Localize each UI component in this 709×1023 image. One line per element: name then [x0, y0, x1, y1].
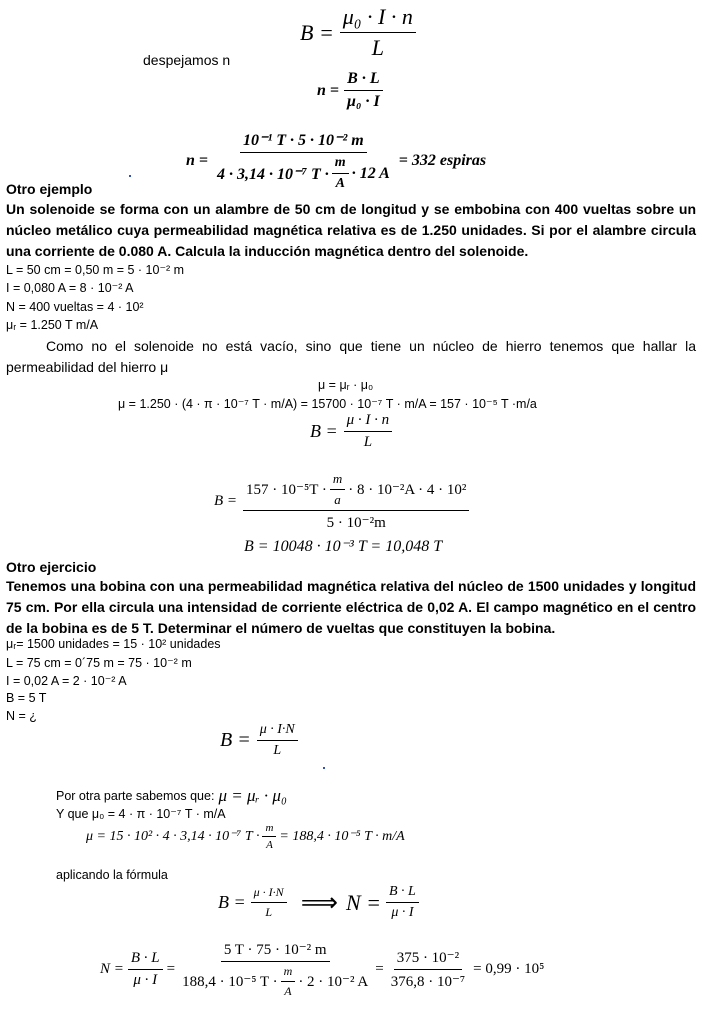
fraction: [344, 70, 383, 111]
fraction: [388, 948, 468, 991]
ex2-aplicando: aplicando la fórmula: [56, 868, 168, 882]
numerator: m: [262, 822, 276, 837]
fraction: [179, 940, 371, 999]
ex1-data-turns: N = 400 vueltas = 4 · 10²: [6, 300, 144, 314]
ex2-data-permeability: μᵣ= 1500 unidades = 15 · 10² unidades: [6, 637, 221, 651]
denominator: [214, 153, 393, 192]
ex1-eq-b-numeric: [214, 471, 469, 532]
mu-calc-part: μ = 15 · 10² · 4 · 3,14 · 10⁻⁷ T ·: [86, 829, 260, 844]
ex1-explanation: Como no el solenoide no está vacío, sino que tiene un núcleo de hierro tenemos que hallar la permeabilidad del hierro μ: [6, 338, 696, 375]
denominator: [179, 962, 371, 999]
fraction: [344, 412, 393, 451]
ex2-data-field: B = 5 T: [6, 691, 47, 705]
fraction: [386, 884, 419, 921]
denominator: μ · I: [391, 905, 414, 920]
denominator: A: [266, 839, 273, 851]
denominator: 5 · 10⁻²m: [326, 515, 386, 531]
unit-fraction: [332, 155, 349, 192]
numerator: 375 · 10⁻²: [394, 948, 462, 970]
fraction: [214, 130, 393, 192]
ex2-data-unknown: N = ¿: [6, 709, 37, 723]
denominator: L: [363, 434, 373, 450]
fraction: [257, 722, 298, 759]
denominator: L: [273, 743, 282, 758]
ex1-data-current: I = 0,080 A = 8 · 10⁻² A: [6, 281, 134, 295]
ex1-statement: Un solenoide se forma con un alambre de 50 cm de longitud y se embobina con 400 vueltas sobre un núcleo metálico cuya permeabilidad magnética relativa es de 1.250 unidades. Si por el alambre circula una corriente de 0.080 A. Calcula la inducción magnética dentro del solenoide.: [6, 201, 696, 259]
ex1-mu-calc: μ = 1.250 · (4 · π · 10⁻⁷ T · m/A) = 15700 · 10⁻⁷ T · m/A = 157 · 10⁻⁵ T ·m/a: [118, 397, 537, 411]
fraction: [128, 950, 163, 989]
eq-rhs: = 0,99 · 10⁵: [473, 961, 545, 977]
denominator: 376,8 · 10⁻⁷: [390, 974, 466, 990]
denominator: L: [371, 35, 384, 60]
ex2-mu-calc: [86, 822, 405, 851]
stray-dot: [129, 175, 131, 177]
eq-lhs: N =: [100, 961, 124, 977]
unit-fraction: [330, 471, 345, 508]
denominator: μ · I: [133, 972, 158, 988]
numerator: μ · I·N: [251, 885, 287, 903]
ex1-mu-formula: μ = μᵣ · μ₀: [318, 378, 374, 392]
ex1-data-permeability: μᵣ = 1.250 T m/A: [6, 318, 99, 332]
eq-lhs: N =: [345, 889, 381, 915]
numerator: [243, 471, 469, 511]
denominator-part: · 2 · 10⁻² A: [298, 974, 369, 990]
eq-lhs: B =: [214, 493, 238, 509]
ex2-statement: Tenemos una bobina con una permeabilidad magnética relativa del núcleo de 1500 unidades y longitud 75 cm. Por ella circula una intensidad de corriente eléctrica de 0,02 A. El campo magnético en el centro de la bobina es de 5 T. Determinar el número de vueltas que constituyen la bobina.: [6, 578, 696, 636]
ex2-data-current: I = 0,02 A = 2 · 10⁻² A: [6, 674, 127, 688]
eq-b-formula: [300, 4, 416, 61]
numerator-part: 157 · 10⁻⁵T ·: [246, 482, 327, 498]
ex1-result: B = 10048 · 10⁻³ T = 10,048 T: [244, 538, 443, 555]
denominator: A: [335, 176, 345, 191]
numerator: B · L: [344, 70, 382, 91]
numerator: μ · I·N: [257, 722, 298, 741]
eq-lhs: B =: [220, 729, 251, 751]
denominator: μ₀ · I: [347, 93, 380, 110]
fraction: [243, 471, 469, 532]
fraction: [251, 885, 287, 920]
ex2-final-equation: [100, 940, 544, 999]
numerator: B · L: [128, 950, 163, 970]
stray-dot: [323, 767, 325, 769]
unit-fraction: [262, 822, 276, 851]
numerator: μ · I · n: [344, 412, 393, 432]
ex2-eq-b: [220, 722, 298, 759]
eq-lhs: B =: [218, 892, 246, 912]
denominator: a: [334, 492, 341, 507]
denominator-part: 188,4 · 10⁻⁵ T ·: [182, 974, 278, 990]
ex2-heading: Otro ejercicio: [6, 559, 97, 575]
mu-calc-part: = 188,4 · 10⁻⁵ T · m/A: [279, 829, 405, 844]
numerator: m: [330, 471, 345, 490]
numerator-part: · 8 · 10⁻²A · 4 · 10²: [348, 482, 467, 498]
eq-rhs: = 332 espiras: [398, 152, 487, 169]
eq-lhs: n =: [186, 152, 209, 169]
eq-lhs: n =: [317, 81, 340, 99]
ex1-heading: Otro ejemplo: [6, 181, 93, 197]
eq-lhs: B =: [310, 421, 338, 441]
denominator: A: [284, 984, 292, 998]
ex2-formula-pair: [218, 884, 419, 921]
numerator: 5 T · 75 · 10⁻² m: [221, 940, 330, 962]
fraction: [340, 4, 416, 61]
eq-n-formula: [317, 70, 383, 111]
otra-parte-text: Por otra parte sabemos que:: [56, 789, 215, 803]
ex2-y-que: Y que μ₀ = 4 · π · 10⁻⁷ T · m/A: [56, 807, 226, 821]
numerator: m: [332, 155, 349, 174]
denominator-part: · 12 A: [351, 164, 390, 182]
implies-arrow-icon: ⟹: [300, 887, 338, 917]
numerator: 10⁻¹ T · 5 · 10⁻² m: [240, 130, 367, 153]
ex1-eq-b: [310, 412, 392, 451]
ex1-data-length: L = 50 cm = 0,50 m = 5 · 10⁻² m: [6, 263, 185, 277]
ex2-data-length: L = 75 cm = 0´75 m = 75 · 10⁻² m: [6, 656, 192, 670]
equals-sign: =: [375, 961, 384, 977]
denominator: L: [265, 905, 273, 919]
denominator-part: 4 · 3,14 · 10⁻⁷ T ·: [217, 165, 329, 183]
numerator: B · L: [386, 884, 419, 903]
eq-lhs: B =: [300, 19, 334, 45]
despejamos-text: despejamos n: [143, 52, 231, 68]
unit-fraction: [281, 964, 296, 999]
numerator: m: [281, 964, 296, 982]
numerator: μ₀ · I · n: [340, 4, 416, 33]
ex2-otra-parte: [56, 786, 287, 806]
equals-sign: =: [166, 961, 176, 977]
mu-formula: μ = μᵣ · μ₀: [218, 786, 287, 805]
eq-n-numeric: [186, 130, 486, 192]
